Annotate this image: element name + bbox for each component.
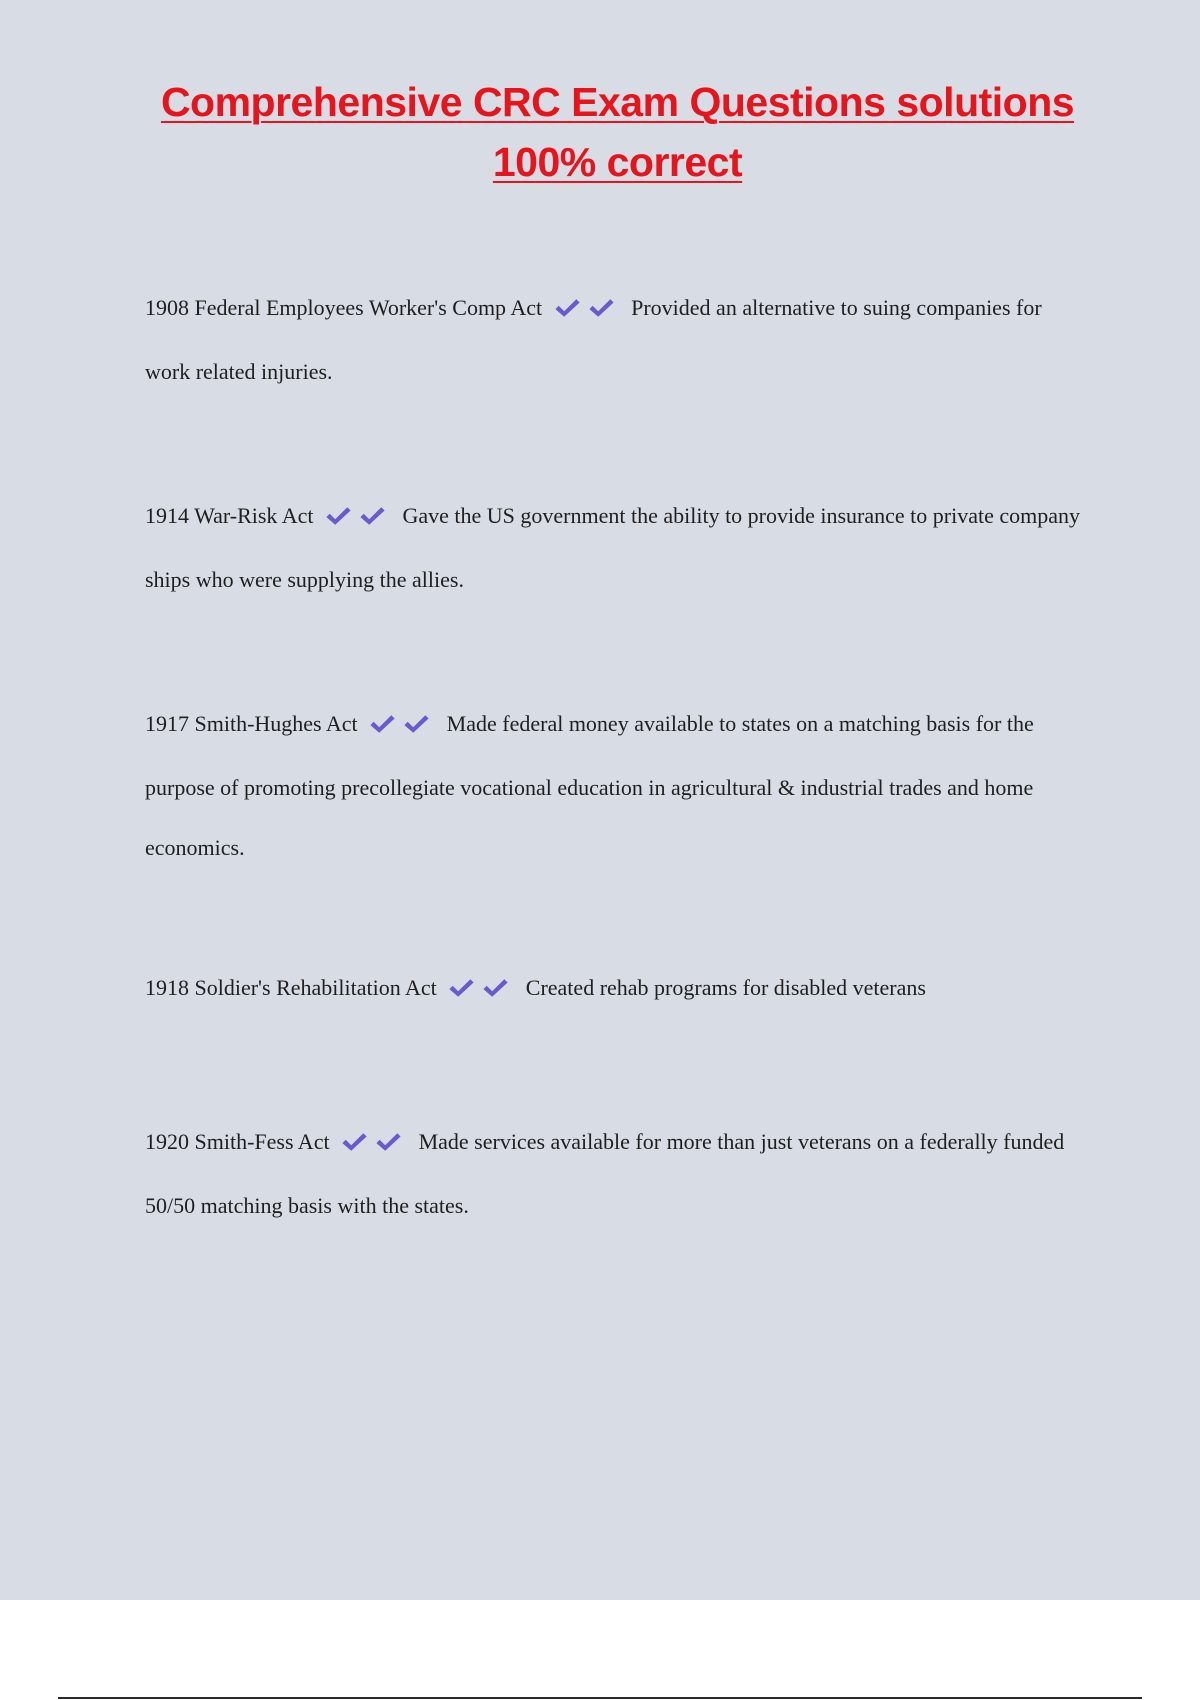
document-title (100, 72, 1135, 192)
entry-term: 1918 Soldier's Rehabilitation Act (145, 975, 437, 1000)
entry-term: 1917 Smith-Hughes Act (145, 711, 358, 736)
double-checkmark-icon (341, 1116, 409, 1176)
entry-term: 1914 War-Risk Act (145, 503, 314, 528)
qa-entry (145, 1112, 1080, 1236)
double-checkmark-icon (325, 490, 393, 550)
checkmark-icon (448, 977, 475, 999)
qa-entry (145, 958, 1080, 1022)
checkmark-icon (375, 1131, 402, 1153)
entry-definition: Provided an alternative to suing companies for work related injuries. (145, 295, 1042, 384)
entry-definition: Created rehab programs for disabled veterans (525, 975, 926, 1000)
double-checkmark-icon (448, 962, 516, 1022)
title-line-1: Comprehensive CRC Exam Questions solutions (160, 79, 1075, 125)
entry-definition: Made services available for more than just veterans on a federally funded 50/50 matching basis with the states. (145, 1129, 1065, 1218)
entry-definition: Gave the US government the ability to provide insurance to private company ships who were supplying the allies. (145, 503, 1081, 592)
double-checkmark-icon (369, 698, 437, 758)
entry-definition: Made federal money available to states on a matching basis for the purpose of promoting precollegiate vocational education in agricultural & industrial trades and home economics. (145, 711, 1034, 860)
qa-entry (145, 278, 1080, 402)
title-line-2: 100% correct (492, 139, 743, 185)
footer-divider (58, 1697, 1142, 1699)
checkmark-icon (369, 713, 396, 735)
checkmark-icon (403, 713, 430, 735)
qa-entry (145, 694, 1080, 878)
checkmark-icon (341, 1131, 368, 1153)
checkmark-icon (325, 505, 352, 527)
double-checkmark-icon (554, 282, 622, 342)
entry-term: 1920 Smith-Fess Act (145, 1129, 330, 1154)
checkmark-icon (588, 297, 615, 319)
qa-entry (145, 486, 1080, 610)
checkmark-icon (359, 505, 386, 527)
entry-term: 1908 Federal Employees Worker's Comp Act (145, 295, 543, 320)
checkmark-icon (554, 297, 581, 319)
checkmark-icon (482, 977, 509, 999)
